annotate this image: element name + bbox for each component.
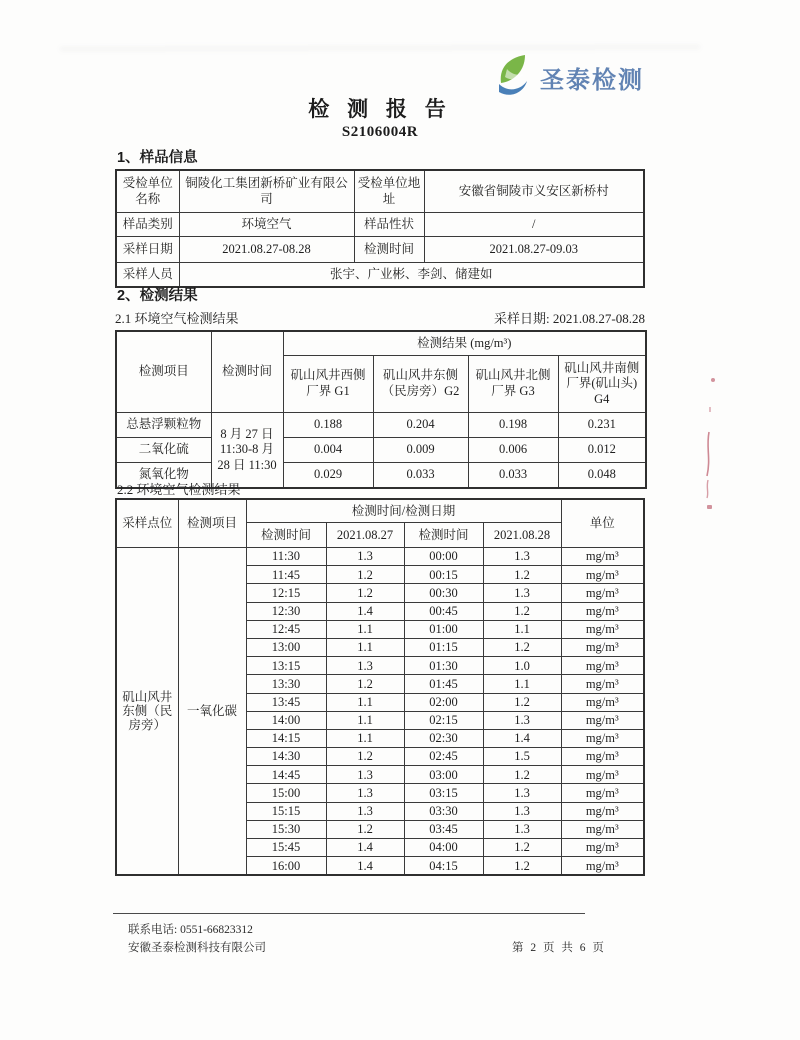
time1-cell: 12:15: [246, 584, 326, 602]
time2-cell: 00:30: [404, 584, 483, 602]
item-so2: 二氧化硫: [116, 438, 211, 463]
time1-cell: 12:30: [246, 602, 326, 620]
unit-cell: mg/m³: [561, 766, 644, 784]
value1-cell: 1.3: [326, 657, 404, 675]
table-row: [116, 237, 644, 263]
time1-cell: 15:45: [246, 839, 326, 857]
report-title: 检 测 报 告: [308, 98, 452, 121]
time2-cell: 03:00: [404, 766, 483, 784]
time2-cell: 03:30: [404, 802, 483, 820]
item-tsp: 总悬浮颗粒物: [116, 413, 211, 438]
unit-cell: mg/m³: [561, 566, 644, 584]
character-label: 样品性状: [354, 213, 424, 237]
value2-cell: 1.2: [483, 857, 561, 876]
time1-cell: 14:30: [246, 748, 326, 766]
footer-phone: 联系电话: 0551-66823312: [128, 924, 253, 936]
result-unit-header: 检测结果 (mg/m³): [283, 331, 646, 356]
time1-cell: 12:45: [246, 620, 326, 638]
sampler-label: 采样人员: [116, 263, 179, 288]
value1-cell: 1.1: [326, 638, 404, 656]
unit-cell: mg/m³: [561, 584, 644, 602]
time2-cell: 01:45: [404, 675, 483, 693]
table-row: [116, 548, 644, 566]
subsection-2-1-row: [115, 308, 645, 327]
col-unit-header: 单位: [561, 499, 644, 548]
col-point-header: 采样点位: [116, 499, 178, 548]
value1-cell: 1.1: [326, 711, 404, 729]
col-time-header: 检测时间: [211, 331, 283, 413]
col-date2-header: 2021.08.28: [483, 523, 561, 548]
time1-cell: 15:15: [246, 802, 326, 820]
time1-cell: 16:00: [246, 857, 326, 876]
unit-cell: mg/m³: [561, 802, 644, 820]
unit-cell: mg/m³: [561, 729, 644, 747]
value1-cell: 1.2: [326, 748, 404, 766]
value2-cell: 1.2: [483, 766, 561, 784]
time1-cell: 13:30: [246, 675, 326, 693]
tsp-g4: 0.231: [558, 413, 646, 438]
test-item-cell: 一氧化碳: [178, 548, 246, 876]
time1-cell: 13:00: [246, 638, 326, 656]
nox-g1: 0.029: [283, 463, 373, 489]
time1-cell: 13:15: [246, 657, 326, 675]
footer-company: 安徽圣泰检测科技有限公司: [128, 942, 266, 954]
col-date1-header: 2021.08.27: [326, 523, 404, 548]
station-g3-header: 矶山风井北侧厂界 G3: [468, 356, 558, 413]
nox-g2: 0.033: [373, 463, 468, 489]
value2-cell: 1.1: [483, 675, 561, 693]
table-row: [116, 170, 644, 213]
time2-cell: 04:15: [404, 857, 483, 876]
nox-g4: 0.048: [558, 463, 646, 489]
unit-cell: mg/m³: [561, 602, 644, 620]
value2-cell: 1.2: [483, 602, 561, 620]
value2-cell: 1.3: [483, 584, 561, 602]
time2-cell: 01:15: [404, 638, 483, 656]
value2-cell: 1.2: [483, 566, 561, 584]
value1-cell: 1.3: [326, 802, 404, 820]
value2-cell: 1.2: [483, 638, 561, 656]
value1-cell: 1.4: [326, 602, 404, 620]
time2-cell: 01:30: [404, 657, 483, 675]
value1-cell: 1.2: [326, 675, 404, 693]
logo-text: 圣泰检测: [540, 67, 644, 94]
time1-cell: 15:00: [246, 784, 326, 802]
value1-cell: 1.1: [326, 620, 404, 638]
time1-cell: 15:30: [246, 820, 326, 838]
time2-cell: 02:45: [404, 748, 483, 766]
unit-cell: mg/m³: [561, 548, 644, 566]
unit-cell: mg/m³: [561, 638, 644, 656]
value2-cell: 1.3: [483, 548, 561, 566]
report-number: S2106004R: [341, 124, 419, 140]
category-label: 样品类别: [116, 213, 179, 237]
value2-cell: 1.0: [483, 657, 561, 675]
value1-cell: 1.1: [326, 729, 404, 747]
so2-g2: 0.009: [373, 438, 468, 463]
time2-cell: 00:15: [404, 566, 483, 584]
col-item-header: 检测项目: [178, 499, 246, 548]
col-time1-header: 检测时间: [246, 523, 326, 548]
value1-cell: 1.3: [326, 548, 404, 566]
so2-g3: 0.006: [468, 438, 558, 463]
so2-g4: 0.012: [558, 438, 646, 463]
time2-cell: 04:00: [404, 839, 483, 857]
table-row: [116, 413, 646, 438]
unit-cell: mg/m³: [561, 748, 644, 766]
air-results-table-1: [115, 330, 647, 489]
value2-cell: 1.3: [483, 820, 561, 838]
time2-cell: 00:00: [404, 548, 483, 566]
time1-cell: 11:45: [246, 566, 326, 584]
time1-cell: 11:30: [246, 548, 326, 566]
time-date-group-header: 检测时间/检测日期: [246, 499, 561, 523]
time2-cell: 00:45: [404, 602, 483, 620]
station-g2-header: 矶山风井东侧（民房旁）G2: [373, 356, 468, 413]
unit-cell: mg/m³: [561, 857, 644, 876]
red-stroke-mark: [700, 430, 716, 500]
value2-cell: 1.3: [483, 784, 561, 802]
sample-date-label: 采样日期: [116, 237, 179, 263]
time2-cell: 01:00: [404, 620, 483, 638]
value1-cell: 1.1: [326, 693, 404, 711]
co-results-table: [115, 498, 645, 876]
time1-cell: 14:00: [246, 711, 326, 729]
value1-cell: 1.2: [326, 566, 404, 584]
value2-cell: 1.1: [483, 620, 561, 638]
value1-cell: 1.2: [326, 820, 404, 838]
unit-cell: mg/m³: [561, 820, 644, 838]
sample-date-value: 2021.08.27-08.28: [179, 237, 354, 263]
sampler-value: 张宇、广业彬、李剑、储建如: [179, 263, 644, 288]
table-row: [116, 213, 644, 237]
unit-cell: mg/m³: [561, 784, 644, 802]
item-nox: 氮氧化物: [116, 463, 211, 489]
category-value: 环境空气: [179, 213, 354, 237]
unit-cell: mg/m³: [561, 675, 644, 693]
footer-divider: [113, 913, 585, 914]
col-time2-header: 检测时间: [404, 523, 483, 548]
subsection-2-2-heading: 2.2 环境空气检测结果: [117, 482, 241, 497]
time-range-cell: 8 月 27 日 11:30-8 月 28 日 11:30: [211, 413, 283, 489]
test-time-label: 检测时间: [354, 237, 424, 263]
table-header-row: [116, 331, 646, 356]
unit-addr-label: 受检单位地址: [354, 170, 424, 213]
value2-cell: 1.2: [483, 839, 561, 857]
footer-page-number: 第 2 页 共 6 页: [512, 942, 606, 954]
sample-info-table: [115, 169, 645, 288]
station-g4-header: 矶山风井南侧厂界(矶山头) G4: [558, 356, 646, 413]
col-item-header: 检测项目: [116, 331, 211, 413]
tsp-g1: 0.188: [283, 413, 373, 438]
value2-cell: 1.3: [483, 802, 561, 820]
time2-cell: 02:00: [404, 693, 483, 711]
table-header-row: [116, 499, 644, 523]
subsection-2-1-heading: 2.1 环境空气检测结果: [115, 311, 239, 326]
station-g1-header: 矶山风井西侧厂界 G1: [283, 356, 373, 413]
value2-cell: 1.2: [483, 693, 561, 711]
value2-cell: 1.3: [483, 711, 561, 729]
time1-cell: 14:45: [246, 766, 326, 784]
test-time-value: 2021.08.27-09.03: [424, 237, 644, 263]
so2-g1: 0.004: [283, 438, 373, 463]
value1-cell: 1.2: [326, 584, 404, 602]
sampling-point-cell: 矶山风井东侧（民房旁）: [116, 548, 178, 876]
unit-addr-value: 安徽省铜陵市义安区新桥村: [424, 170, 644, 213]
time2-cell: 03:15: [404, 784, 483, 802]
value2-cell: 1.4: [483, 729, 561, 747]
sampling-date-note: 采样日期: 2021.08.27-08.28: [494, 311, 645, 326]
unit-name-label: 受检单位名称: [116, 170, 179, 213]
time2-cell: 02:30: [404, 729, 483, 747]
scan-shadow-artifact: [60, 45, 700, 53]
character-value: /: [424, 213, 644, 237]
unit-cell: mg/m³: [561, 620, 644, 638]
nox-g3: 0.033: [468, 463, 558, 489]
unit-cell: mg/m³: [561, 839, 644, 857]
unit-cell: mg/m³: [561, 711, 644, 729]
unit-cell: mg/m³: [561, 657, 644, 675]
value1-cell: 1.4: [326, 857, 404, 876]
value1-cell: 1.4: [326, 839, 404, 857]
section1-heading: 1、样品信息: [117, 150, 198, 166]
time1-cell: 13:45: [246, 693, 326, 711]
co-table-body: [116, 548, 644, 876]
time2-cell: 02:15: [404, 711, 483, 729]
table-row: [116, 438, 646, 463]
value2-cell: 1.5: [483, 748, 561, 766]
tsp-g2: 0.204: [373, 413, 468, 438]
unit-name-value: 铜陵化工集团新桥矿业有限公司: [179, 170, 354, 213]
tsp-g3: 0.198: [468, 413, 558, 438]
value1-cell: 1.3: [326, 784, 404, 802]
value1-cell: 1.3: [326, 766, 404, 784]
time2-cell: 03:45: [404, 820, 483, 838]
time1-cell: 14:15: [246, 729, 326, 747]
section2-heading: 2、检测结果: [117, 288, 198, 304]
unit-cell: mg/m³: [561, 693, 644, 711]
